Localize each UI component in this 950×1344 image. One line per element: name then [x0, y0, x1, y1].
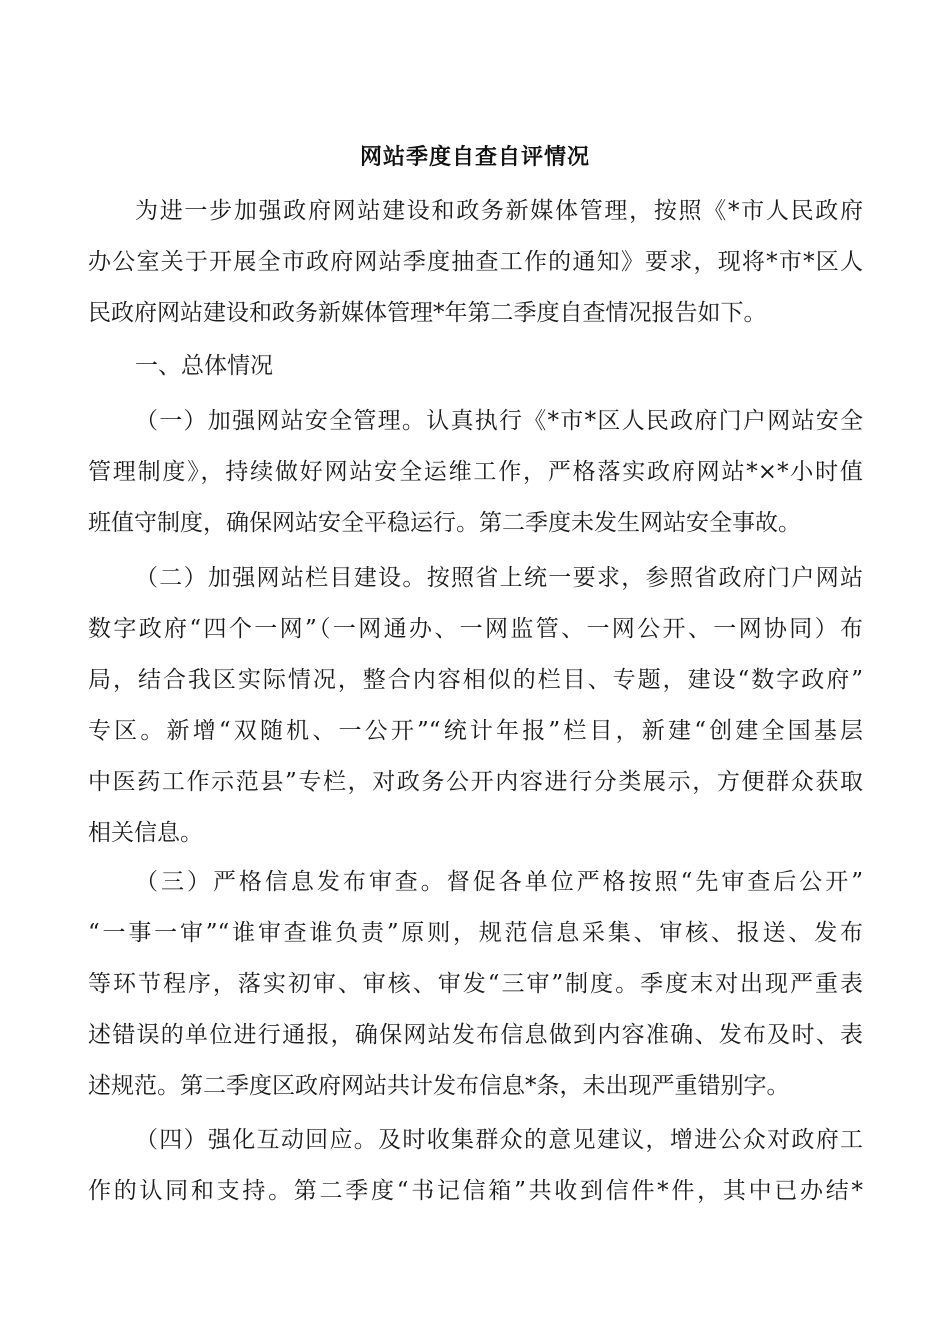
paragraph-line: （二）加强网站栏目建设。按照省上统一要求，参照省政府门户网站 [135, 565, 863, 591]
paragraph-line: （一）加强网站安全管理。认真执行《*市*区人民政府门户网站安全 [135, 408, 863, 434]
intro-line: 为进一步加强政府网站建设和政务新媒体管理，按照《*市人民政府 [135, 198, 863, 224]
paragraph-line: 述错误的单位进行通报，确保网站发布信息做到内容准确、发布及时、表 [88, 1022, 863, 1048]
paragraph-line: （三）严格信息发布审查。督促各单位严格按照“先审查后公开” [135, 869, 863, 895]
intro-line: 办公室关于开展全市政府网站季度抽查工作的通知》要求，现将*市*区人 [88, 249, 863, 275]
paragraph-line: 班值守制度，确保网站安全平稳运行。第二季度未发生网站安全事故。 [88, 510, 801, 536]
paragraph-line: 数字政府“四个一网”（一网通办、一网监管、一网公开、一网协同）布 [88, 616, 863, 642]
paragraph-line: 中医药工作示范县”专栏，对政务公开内容进行分类展示，方便群众获取 [88, 769, 863, 795]
document-title: 网站季度自查自评情况 [359, 145, 590, 170]
paragraph-line: （四）强化互动回应。及时收集群众的意见建议，增进公众对政府工 [135, 1127, 863, 1153]
intro-line: 民政府网站建设和政务新媒体管理*年第二季度自查情况报告如下。 [88, 300, 767, 326]
paragraph-line: 作的认同和支持。第二季度“书记信箱”共收到信件*件，其中已办结* [88, 1178, 863, 1204]
paragraph-line: 局，结合我区实际情况，整合内容相似的栏目、专题，建设“数字政府” [88, 667, 863, 693]
paragraph-line: “一事一审”“谁审查谁负责”原则，规范信息采集、审核、报送、发布 [88, 920, 863, 946]
paragraph-line: 专区。新增“双随机、一公开”“统计年报”栏目，新建“创建全国基层 [88, 718, 863, 744]
section-heading: 一、总体情况 [135, 353, 273, 379]
paragraph-line: 相关信息。 [88, 820, 203, 846]
paragraph-line: 述规范。第二季度区政府网站共计发布信息*条，未出现严重错别字。 [88, 1073, 790, 1099]
paragraph-line: 等环节程序，落实初审、审核、审发“三审”制度。季度末对出现严重表 [88, 971, 863, 997]
paragraph-line: 管理制度》，持续做好网站安全运维工作，严格落实政府网站*×*小时值 [88, 459, 863, 485]
